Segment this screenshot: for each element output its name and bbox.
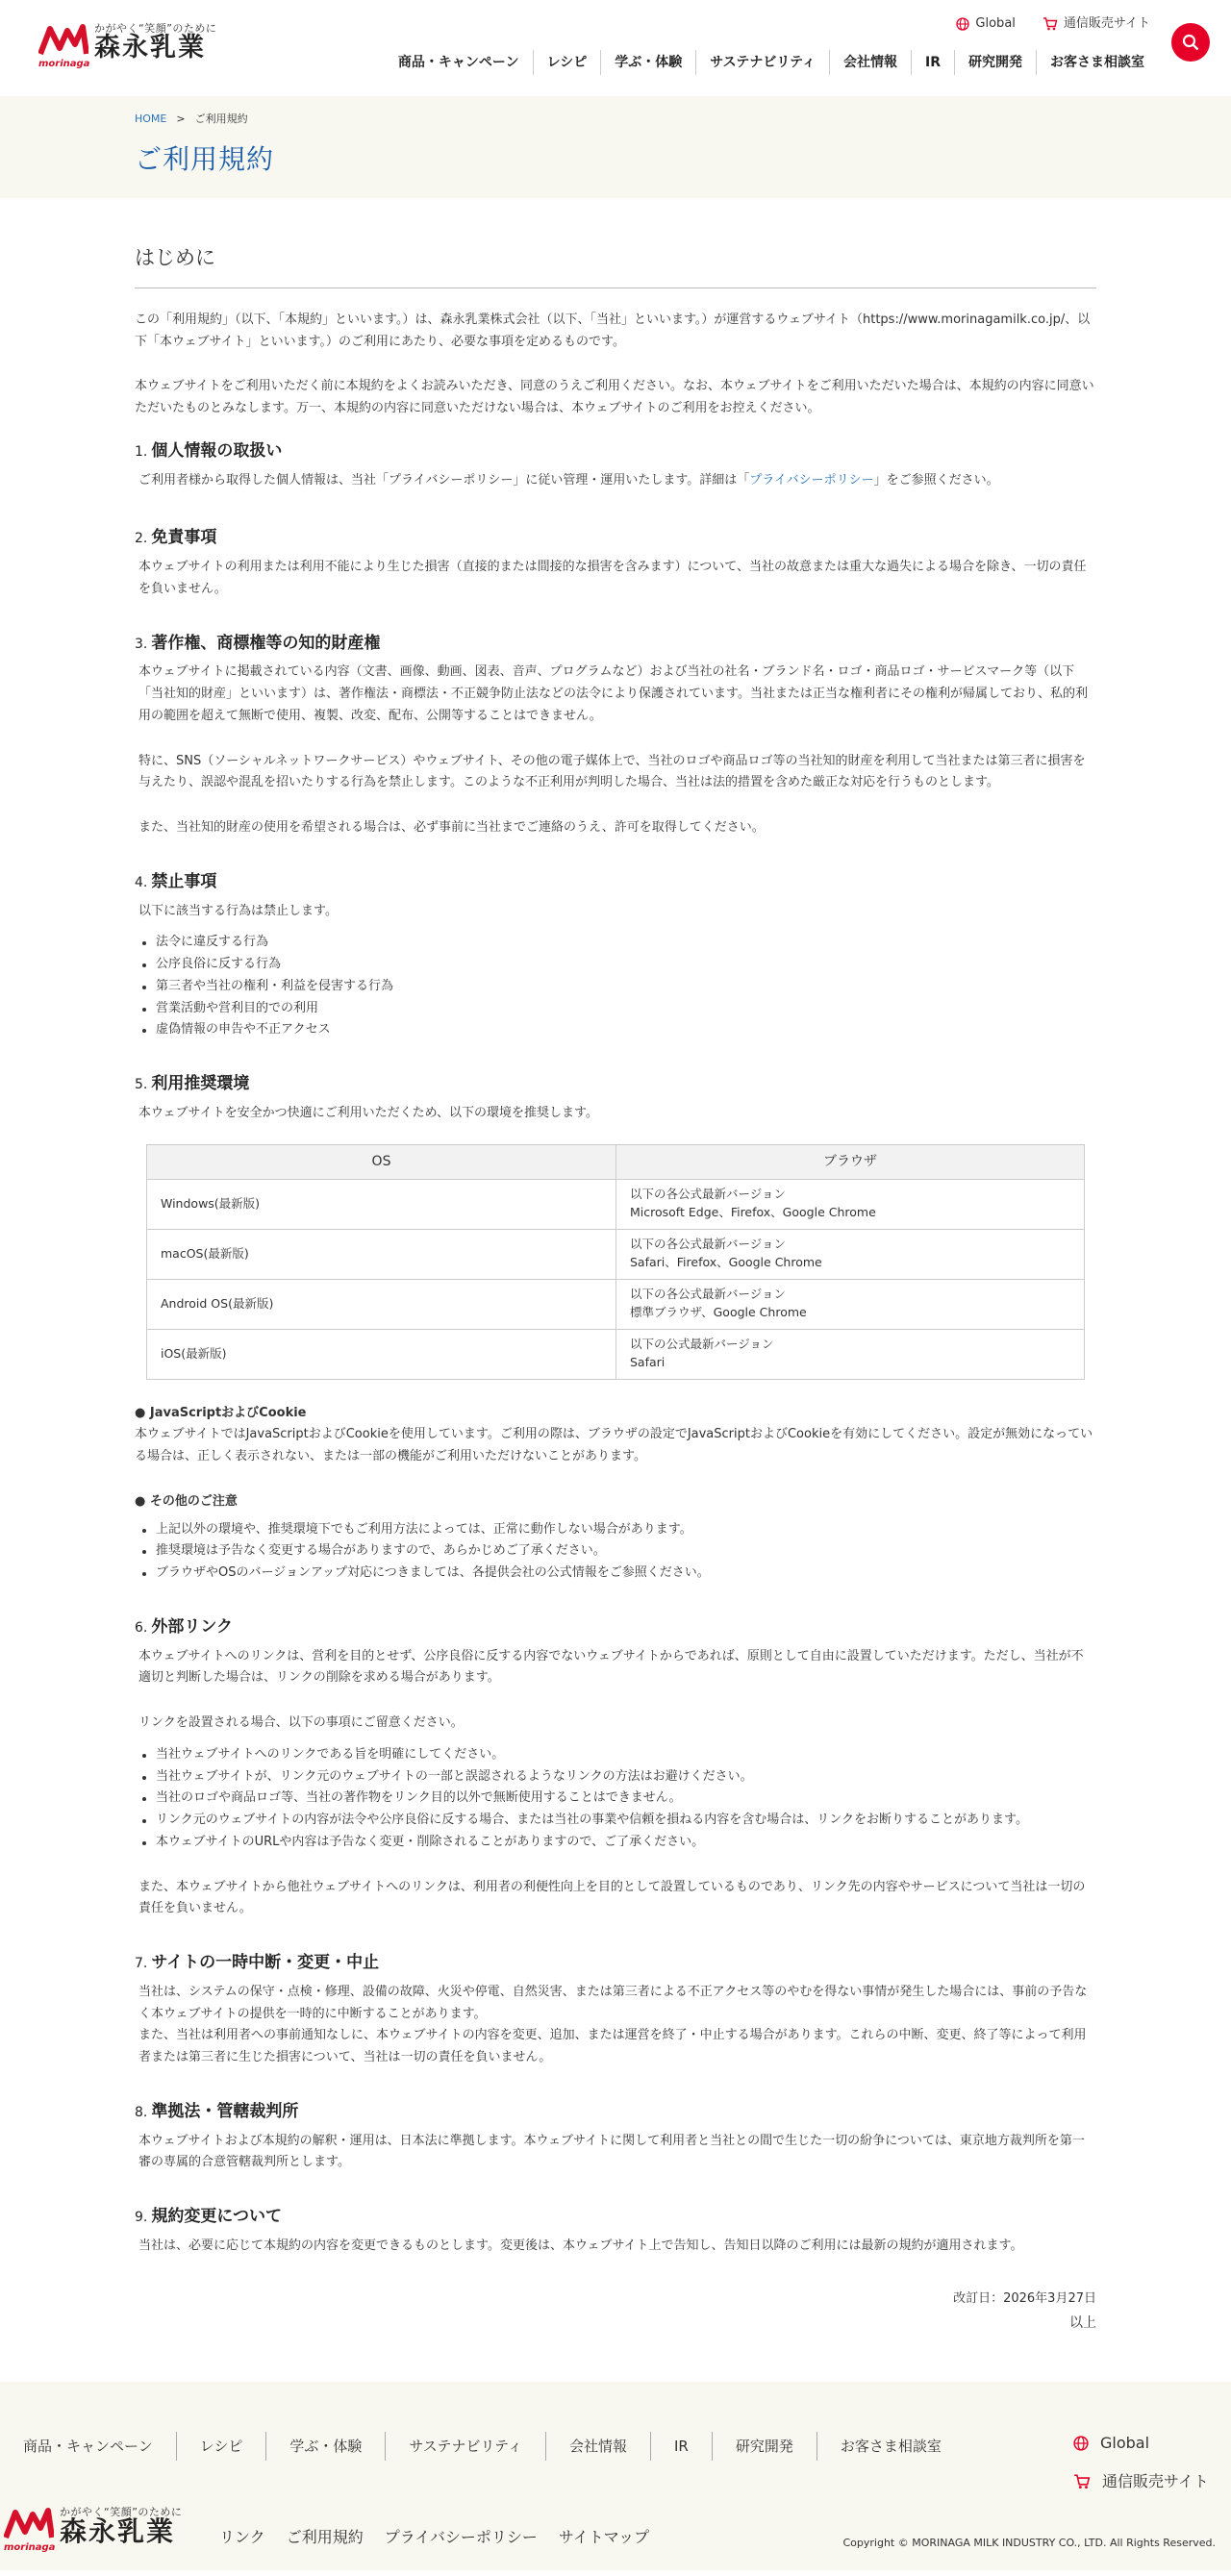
table-row	[147, 1179, 1085, 1229]
section-text: 本ウェブサイトに掲載されている内容（文書、画像、動画、図表、音声、プログラムなど）および当社の社名・ブランド名・ロゴ・商品ロゴ・サービスマーク等（以下「当社知的財産」といいます）は、著作権法・商標法・不正競争防止法などの法令により保護されています。当社または正当な権利者にその権利が帰属しており、私的利用の範囲を超えて無断で使用、複製、改変、配布、公開等することはできません。	[138, 664, 1088, 723]
logo-mark	[4, 2507, 56, 2553]
nav-item[interactable]: IR	[911, 50, 954, 75]
list-item: 推奨環境は予告なく変更する場合がありますので、あらかじめご了承ください。	[156, 1540, 1096, 1563]
list-item: 本ウェブサイトのURLや内容は予告なく変更・削除されることがありますので、ご了承ください。	[156, 1832, 1096, 1854]
environment-table	[146, 1144, 1085, 1380]
logo-name: 森永乳業	[60, 2514, 176, 2547]
terms-content	[135, 198, 1096, 2336]
footer-nav-item[interactable]: 研究開発	[712, 2432, 816, 2461]
section-external-links	[135, 1613, 1096, 1920]
browser-cell: 以下の各公式最新バージョン 標準ブラウザ、Google Chrome	[616, 1279, 1085, 1329]
section-heading: 3. 著作権、商標権等の知的財産権	[135, 633, 381, 653]
section-text: リンクを設置される場合、以下の事項にご留意ください。	[138, 1715, 464, 1730]
utility-nav	[956, 13, 1150, 36]
breadcrumb	[135, 110, 1231, 128]
section-environment	[135, 1070, 1096, 1585]
footer-shop-link[interactable]: 通信販売サイト	[1073, 2463, 1209, 2501]
intro-heading: はじめに	[135, 240, 1096, 288]
nav-item[interactable]: 学ぶ・体験	[600, 50, 695, 75]
logo-name: 森永乳業	[94, 33, 206, 63]
section-text: 本ウェブサイトへのリンクは、営利を目的とせず、公序良俗に反する内容でないウェブサイトからであれば、原則として自由に設置していただけます。ただし、当社が不適切と判断した場合は、リンクの削除を求める場合があります。	[138, 1648, 1084, 1686]
list-item: 公序良俗に反する行為	[156, 954, 1096, 976]
logo[interactable]	[38, 22, 217, 69]
footer-nav-item[interactable]: サステナビリティ	[385, 2432, 545, 2461]
prohibited-list	[156, 932, 1096, 1041]
section-heading: 8. 準拠法・管轄裁判所	[135, 2101, 299, 2121]
section-heading: 4. 禁止事項	[135, 871, 217, 891]
search-button[interactable]	[1171, 23, 1210, 62]
list-item: 営業活動や営利目的での利用	[156, 998, 1096, 1020]
section-text: 当社は、システムの保守・点検・修理、設備の故障、火災や停電、自然災害、または第三者による不正アクセス等のやむを得ない事情が発生した場合には、事前の予告なく本ウェブサイトの提供を一時的に中断することがあります。	[138, 1984, 1088, 2021]
revision-date: 改訂日：2026年3月27日	[953, 2290, 1096, 2306]
section-text: 本ウェブサイトを安全かつ快適にご利用いただくため、以下の環境を推奨します。	[138, 1105, 599, 1120]
logo-roman: morinaga	[38, 59, 90, 69]
privacy-policy-link[interactable]: プライバシーポリシー	[749, 472, 874, 488]
section-suspension	[135, 1949, 1096, 2069]
section-text: また、当社は利用者への事前通知なしに、本ウェブサイトの内容を変更、追加、または運営を終了・中止する場合があります。これらの中断、変更、終了等によって利用者または第三者に生じた損害について、当社は一切の責任を負いません。	[138, 2028, 1087, 2064]
footer-nav-item[interactable]: レシピ	[176, 2432, 266, 2461]
nav-item[interactable]: 商品・キャンペーン	[397, 55, 519, 70]
browser-cell: 以下の公式最新バージョン Safari	[616, 1329, 1085, 1379]
list-item: ブラウザやOSのバージョンアップ対応につきましては、各提供会社の公式情報をご参照ください。	[156, 1563, 1096, 1585]
section-text: 特に、SNS（ソーシャルネットワークサービス）やウェブサイト、その他の電子媒体上で、当社のロゴや商品ロゴ等の当社知的財産を利用して当社または第三者に損害を与えたり、誤認や混乱を招いたりする行為を禁止します。このような不正利用が判明した場合、当社は法的措置を含めた厳正な対応を行うものとします。	[138, 753, 1086, 790]
site-header	[0, 0, 1231, 96]
footer-side-links	[1073, 2424, 1209, 2501]
browser-cell: 以下の各公式最新バージョン Safari、Firefox、Google Chrome	[616, 1229, 1085, 1279]
cart-icon	[1043, 17, 1058, 31]
global-nav	[385, 50, 1158, 75]
logo-tagline: かがやく“笑顔”のために	[94, 22, 217, 35]
section-text: また、本ウェブサイトから他社ウェブサイトへのリンクは、利用者の利便性向上を目的として設置しているものであり、リンク先の内容やサービスについて当社は一切の責任を負いません。	[138, 1879, 1086, 1916]
nav-item[interactable]: レシピ	[533, 50, 601, 75]
footer-link[interactable]: プライバシーポリシー	[384, 2527, 538, 2546]
list-item: リンク元のウェブサイトの内容が法令や公序良俗に反する場合、または当社の事業や信頼を損ねる内容を含む場合は、リンクをお断りすることがあります。	[156, 1810, 1096, 1832]
logo-mark	[38, 23, 90, 69]
cart-icon	[1073, 2474, 1091, 2489]
page-header-band	[0, 96, 1231, 198]
table-row	[147, 1329, 1085, 1379]
section-heading: 9. 規約変更について	[135, 2207, 283, 2226]
section-text: 以下に該当する行為は禁止します。	[138, 903, 338, 918]
end-marker: 以上	[1069, 2315, 1096, 2332]
os-cell: iOS(最新版)	[147, 1329, 616, 1379]
site-footer	[0, 2382, 1231, 2570]
breadcrumb-home[interactable]: HOME	[135, 113, 167, 125]
section-heading: 2. 免責事項	[135, 528, 217, 548]
section-ip	[135, 630, 1096, 839]
footer-logo[interactable]	[4, 2505, 183, 2553]
list-item: 当社ウェブサイトへのリンクである旨を明確にしてください。	[156, 1744, 1096, 1766]
footer-nav-item[interactable]: IR	[650, 2432, 712, 2461]
section-privacy	[135, 438, 1096, 492]
section-heading: 7. サイトの一時中断・変更・中止	[135, 1953, 380, 1972]
browser-cell: 以下の各公式最新バージョン Microsoft Edge、Firefox、Google Chrome	[616, 1179, 1085, 1229]
page-title: ご利用規約	[135, 143, 275, 176]
logo-tagline: かがやく“笑顔”のために	[60, 2505, 183, 2518]
section-heading: 1. 個人情報の取扱い	[135, 440, 283, 461]
table-row	[147, 1279, 1085, 1329]
list-item: 第三者や当社の権利・利益を侵害する行為	[156, 976, 1096, 998]
footer-global-link[interactable]: Global	[1073, 2424, 1209, 2463]
copyright: Copyright © MORINAGA MILK INDUSTRY CO., LTD. All Rights Reserved.	[842, 2536, 1216, 2549]
link-rules-list	[156, 1744, 1096, 1854]
notes-list	[156, 1519, 1096, 1585]
section-text: 本ウェブサイトの利用または利用不能により生じた損害（直接的または間接的な損害を含みます）について、当社の故意または重大な過失による場合を除き、一切の責任を負いません。	[138, 560, 1087, 596]
search-icon	[1182, 34, 1199, 51]
global-link[interactable]: Global	[956, 13, 1015, 36]
footer-nav-item[interactable]: 学ぶ・体験	[265, 2432, 385, 2461]
footer-nav-item[interactable]: お客さま相談室	[816, 2432, 965, 2461]
list-item: 当社のロゴや商品ロゴ等、当社の著作物をリンク目的以外で無断使用することはできません。	[156, 1788, 1096, 1810]
section-text: ご利用者様から取得した個人情報は、当社「プライバシーポリシー」に従い管理・運用いたします。詳細は「プライバシーポリシー」をご参照ください。	[138, 472, 999, 488]
online-shop-link[interactable]: 通信販売サイト	[1043, 13, 1150, 36]
list-item: 上記以外の環境や、推奨環境下でもご利用方法によっては、正常に動作しない場合があります。	[156, 1519, 1096, 1541]
subheading: ● JavaScriptおよびCookie	[135, 1405, 307, 1420]
os-cell: Android OS(最新版)	[147, 1279, 616, 1329]
footer-nav	[0, 2432, 965, 2461]
footer-link[interactable]: サイトマップ	[558, 2527, 650, 2546]
globe-icon	[1073, 2436, 1089, 2451]
os-cell: macOS(最新版)	[147, 1229, 616, 1279]
os-cell: Windows(最新版)	[147, 1179, 616, 1229]
section-governing-law	[135, 2098, 1096, 2174]
section-text: 本ウェブサイトおよび本規約の解釈・運用は、日本法に準拠します。本ウェブサイトに関して利用者と当社との間で生じた一切の紛争については、東京地方裁判所を第一審の専属的合意管轄裁判所とします。	[138, 2133, 1085, 2170]
subheading: ● その他のご注意	[135, 1493, 238, 1509]
logo-roman: morinaga	[4, 2541, 56, 2553]
column-header: ブラウザ	[616, 1144, 1085, 1179]
footer-nav-item[interactable]: 商品・キャンペーン	[23, 2437, 153, 2455]
list-item: 虚偽情報の申告や不正アクセス	[156, 1019, 1096, 1041]
breadcrumb-separator: >	[176, 113, 186, 125]
list-item: 当社ウェブサイトが、リンク元のウェブサイトの一部と誤認されるようなリンクの方法はお避けください。	[156, 1766, 1096, 1788]
list-item: 法令に違反する行為	[156, 932, 1096, 954]
table-header-row	[147, 1144, 1085, 1179]
footer-legal-links	[219, 2524, 649, 2551]
section-heading: 5. 利用推奨環境	[135, 1074, 250, 1093]
table-row	[147, 1229, 1085, 1279]
footer-link[interactable]: ご利用規約	[286, 2527, 364, 2546]
nav-item[interactable]: 研究開発	[954, 50, 1036, 75]
section-text: また、当社知的財産の使用を希望される場合は、必ず事前に当社までご連絡のうえ、許可を取得してください。	[138, 820, 765, 835]
intro-paragraph: この「利用規約」（以下、「本規約」といいます。）は、森永乳業株式会社（以下、「当社」といいます。）が運営するウェブサイト（https://www.morinagamilk.co.jp/、以下「本ウェブサイト」といいます。）のご利用にあたり、必要な事項を定めるものです。	[135, 312, 1091, 349]
section-heading: 6. 外部リンク	[135, 1616, 234, 1637]
section-text: 本ウェブサイトではJavaScriptおよびCookieを使用しています。ご利用の際は、ブラウザの設定でJavaScriptおよびCookieを有効にしてください。設定が無効になっている場合は、正しく表示されない、または一部の機能がご利用いただけないことがあります。	[135, 1427, 1093, 1463]
nav-item[interactable]: 会社情報	[829, 50, 911, 75]
footer-nav-item[interactable]: 会社情報	[545, 2432, 650, 2461]
intro-paragraph: 本ウェブサイトをご利用いただく前に本規約をよくお読みいただき、同意のうえご利用ください。なお、本ウェブサイトをご利用いただいた場合は、本規約の内容に同意いただいたものとみなします。万一、本規約の内容に同意いただけない場合は、本ウェブサイトのご利用をお控えください。	[135, 379, 1094, 415]
section-text: 当社は、必要に応じて本規約の内容を変更できるものとします。変更後は、本ウェブサイト上で告知し、告知日以降のご利用には最新の規約が適用されます。	[138, 2238, 1023, 2253]
nav-item[interactable]: サステナビリティ	[695, 50, 829, 75]
globe-icon	[956, 17, 969, 31]
nav-item[interactable]: お客さま相談室	[1036, 50, 1158, 75]
section-changes	[135, 2203, 1096, 2258]
section-prohibited	[135, 868, 1096, 1041]
breadcrumb-current: ご利用規約	[194, 113, 248, 125]
column-header: OS	[147, 1144, 616, 1179]
footer-link[interactable]: リンク	[219, 2527, 265, 2546]
section-disclaimer	[135, 524, 1096, 600]
